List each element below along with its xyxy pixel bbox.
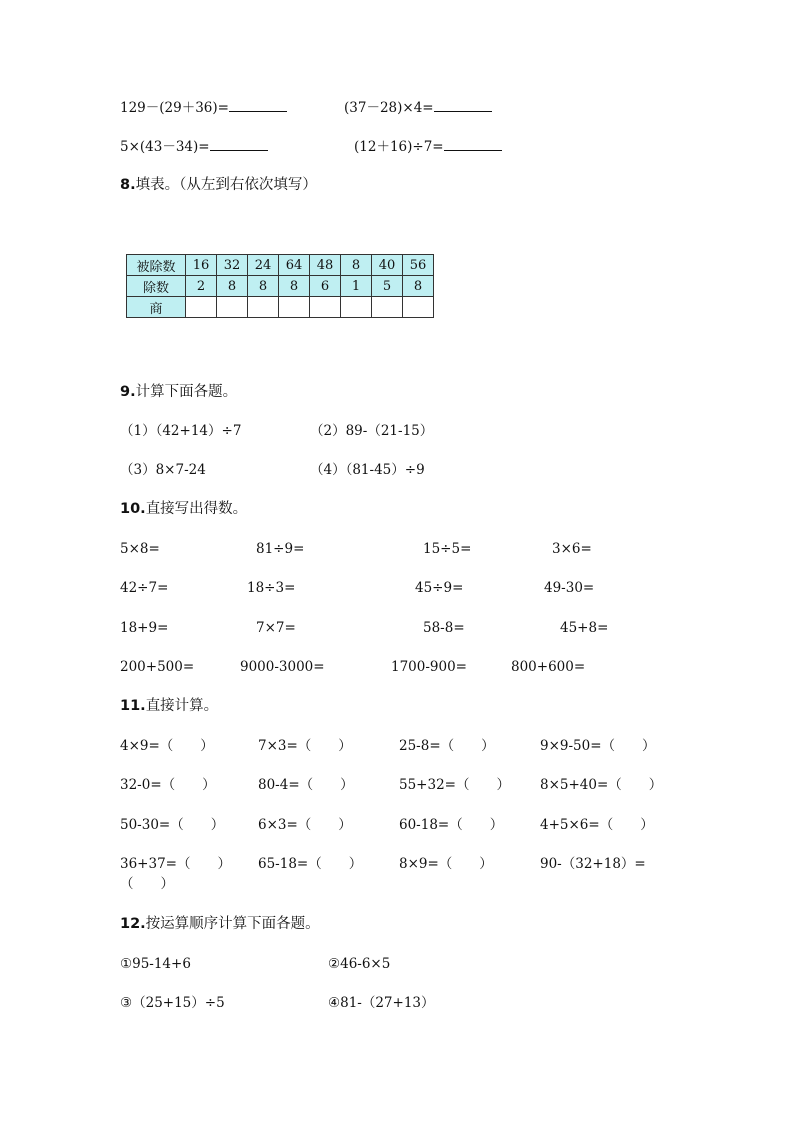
q10-item: 18÷3= — [247, 580, 296, 596]
q11-item: 55+32=（ ） — [399, 777, 510, 793]
answer-blank[interactable] — [229, 98, 287, 112]
q10-item: 18+9= — [120, 620, 169, 636]
q10-item: 42÷7= — [120, 580, 169, 596]
division-table — [126, 254, 434, 318]
q10-item: 1700-900= — [391, 659, 467, 675]
dividend-cell: 24 — [248, 255, 279, 276]
divisor-cell: 8 — [248, 276, 279, 297]
q11-item: 90-（32+18）= — [540, 856, 646, 872]
quotient-input-cell[interactable] — [248, 297, 279, 318]
question-title: 按运算顺序计算下面各题。 — [145, 916, 320, 932]
q11-item: 8×9=（ ） — [399, 856, 493, 872]
quotient-input-cell[interactable] — [217, 297, 248, 318]
answer-blank[interactable] — [434, 98, 492, 112]
q11-item: 7×3=（ ） — [258, 738, 352, 754]
q12-item: ②46-6×5 — [328, 956, 391, 972]
dividend-cell: 48 — [310, 255, 341, 276]
q11-item: 25-8=（ ） — [399, 738, 495, 754]
answer-blank[interactable] — [210, 137, 268, 151]
question-title: 计算下面各题。 — [135, 384, 238, 400]
q11-item: 36+37=（ ） — [120, 856, 231, 872]
quotient-input-cell[interactable] — [341, 297, 372, 318]
q8-heading — [120, 176, 317, 194]
question-number: 12. — [120, 916, 146, 932]
q9-item: （4）（81-45）÷9 — [310, 462, 425, 478]
quotient-input-cell[interactable] — [372, 297, 403, 318]
quotient-input-cell[interactable] — [186, 297, 217, 318]
q11-item: 80-4=（ ） — [258, 777, 354, 793]
dividend-cell: 40 — [372, 255, 403, 276]
dividend-cell: 32 — [217, 255, 248, 276]
q10-item: 58-8= — [423, 620, 465, 636]
q10-item: 15÷5= — [423, 541, 472, 557]
q10-item: 45+8= — [560, 620, 609, 636]
q10-item: 9000-3000= — [240, 659, 325, 675]
divisor-cell: 6 — [310, 276, 341, 297]
problem-2 — [344, 98, 492, 117]
q10-heading — [120, 500, 247, 518]
q9-item: （1）（42+14）÷7 — [120, 423, 242, 439]
divisor-cell: 8 — [403, 276, 434, 297]
question-title: 填表。（从左到右依次填写） — [135, 177, 317, 193]
q12-item: ④81-（27+13） — [328, 995, 435, 1011]
problem-1 — [120, 98, 287, 117]
quotient-input-cell[interactable] — [403, 297, 434, 318]
dividend-row — [127, 255, 434, 276]
q12-item: ①95-14+6 — [120, 956, 191, 972]
q11-heading — [120, 697, 218, 715]
q12-item: ③（25+15）÷5 — [120, 995, 225, 1011]
dividend-cell: 8 — [341, 255, 372, 276]
q9-item: （2）89-（21-15） — [310, 423, 434, 439]
q10-item: 5×8= — [120, 541, 160, 557]
q9-item: （3）8×7-24 — [120, 462, 206, 478]
q10-item: 3×6= — [552, 541, 592, 557]
divisor-cell: 8 — [279, 276, 310, 297]
q10-item: 7×7= — [256, 620, 296, 636]
q11-item-wrap: （ ） — [120, 876, 174, 892]
row-label-quotient: 商 — [127, 297, 186, 318]
q10-item: 49-30= — [544, 580, 595, 596]
quotient-row — [127, 297, 434, 318]
dividend-cell: 64 — [279, 255, 310, 276]
divisor-row — [127, 276, 434, 297]
question-number: 8. — [120, 177, 136, 193]
q11-item: 65-18=（ ） — [258, 856, 363, 872]
question-title: 直接计算。 — [145, 698, 219, 714]
answer-blank[interactable] — [444, 137, 502, 151]
q11-item: 9×9-50=（ ） — [540, 738, 656, 754]
question-number: 11. — [120, 698, 146, 714]
q11-item: 8×5+40=（ ） — [540, 777, 663, 793]
q10-item: 45÷9= — [415, 580, 464, 596]
dividend-cell: 56 — [403, 255, 434, 276]
q11-item: 50-30=（ ） — [120, 817, 225, 833]
divisor-cell: 8 — [217, 276, 248, 297]
row-label-dividend: 被除数 — [127, 255, 186, 276]
q12-heading — [120, 915, 320, 933]
q11-item: 4+5×6=（ ） — [540, 817, 654, 833]
problem-expr: 5×(43－34)= — [120, 139, 210, 155]
quotient-input-cell[interactable] — [310, 297, 341, 318]
question-number: 10. — [120, 501, 146, 517]
q11-item: 4×9=（ ） — [120, 738, 214, 754]
question-number: 9. — [120, 384, 136, 400]
q11-item: 6×3=（ ） — [258, 817, 352, 833]
q11-item: 32-0=（ ） — [120, 777, 216, 793]
quotient-input-cell[interactable] — [279, 297, 310, 318]
divisor-cell: 1 — [341, 276, 372, 297]
problem-3 — [120, 137, 268, 156]
q11-item: 60-18=（ ） — [399, 817, 504, 833]
q10-item: 800+600= — [511, 659, 586, 675]
problem-4 — [354, 137, 502, 156]
row-label-divisor: 除数 — [127, 276, 186, 297]
question-title: 直接写出得数。 — [145, 501, 248, 517]
divisor-cell: 5 — [372, 276, 403, 297]
problem-expr: (12＋16)÷7= — [354, 139, 444, 155]
problem-expr: 129－(29＋36)= — [120, 100, 229, 116]
q9-heading — [120, 383, 237, 401]
divisor-cell: 2 — [186, 276, 217, 297]
q10-item: 200+500= — [120, 659, 195, 675]
q10-item: 81÷9= — [256, 541, 305, 557]
problem-expr: (37－28)×4= — [344, 100, 434, 116]
dividend-cell: 16 — [186, 255, 217, 276]
